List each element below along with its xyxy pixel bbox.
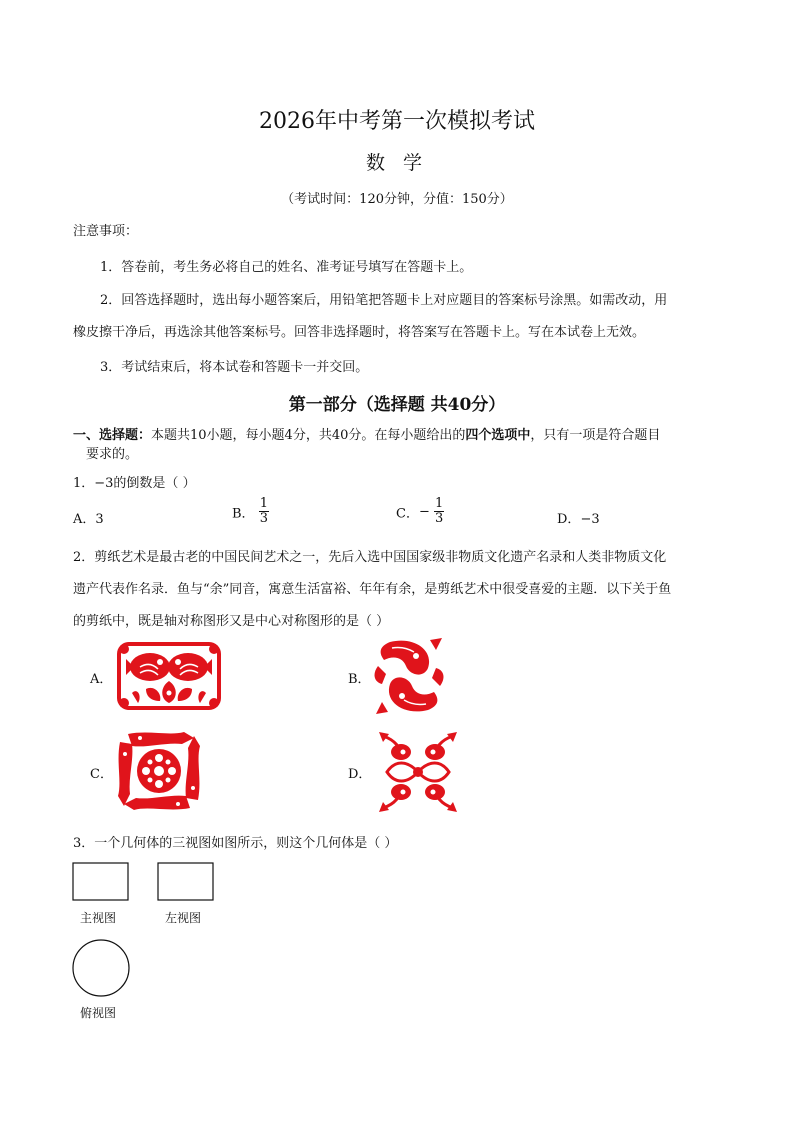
paper-cut-option-c: [114, 728, 204, 814]
paper-cut-option-b: [370, 636, 448, 716]
fraction: [259, 497, 269, 527]
note-item-2-line-2: 橡皮擦干净后，再选涂其他答案标号。回答非选择题时，将答案写在答题卡上。写在本试卷上无效。: [73, 325, 646, 340]
paper-cut-option-a: [116, 641, 222, 711]
question-2-option-c-label: C．: [90, 767, 113, 782]
question-2-option-a-label: A．: [90, 672, 113, 687]
section-instructions-line-1: [73, 424, 660, 443]
option-label: A．: [73, 512, 96, 527]
fraction-denominator: 3: [435, 511, 444, 527]
question-2-line-2: 遗产代表作名录．鱼与“余”同音，寓意生活富裕、年年有余，是剪纸艺术中很受喜爱的主题．以下关于鱼: [73, 582, 672, 597]
option-value: 3: [95, 512, 104, 527]
paper-cut-option-d: [375, 730, 461, 814]
option-label: C．: [396, 506, 419, 522]
question-1-stem: 1．−3的倒数是（ ）: [73, 476, 196, 491]
top-view-label: 俯视图: [80, 1006, 117, 1020]
question-3-stem: 3．一个几何体的三视图如图所示，则这个几何体是（ ）: [73, 836, 398, 851]
front-view-label: 主视图: [80, 911, 117, 925]
question-1-option-b: [232, 497, 269, 527]
fraction: [434, 497, 444, 527]
exam-title: 2026年中考第一次模拟考试: [259, 109, 535, 134]
question-1-option-d: [557, 508, 600, 527]
fraction-numerator: 1: [435, 496, 444, 511]
option-label: B．: [232, 506, 255, 522]
front-view-rectangle: [72, 862, 130, 902]
exam-subject: 数 学: [365, 152, 429, 174]
fraction-numerator: 1: [259, 496, 268, 511]
option-value: −3: [580, 512, 600, 527]
section-text-bold: 四个选项中: [465, 428, 531, 443]
exam-info: （考试时间：120分钟，分值：150分）: [281, 192, 513, 207]
left-view-label: 左视图: [165, 911, 202, 925]
question-1-option-a: [73, 508, 104, 527]
section-text-b: ，只有一项是符合题目: [530, 428, 661, 443]
part-one-title: 第一部分（选择题 共40分）: [288, 395, 506, 415]
note-item-1: 1．答卷前，考生务必将自己的姓名、准考证号填写在答题卡上。: [100, 260, 473, 275]
left-view-rectangle: [157, 862, 215, 902]
question-2-option-d-label: D．: [348, 767, 372, 782]
fraction-denominator: 3: [259, 511, 268, 527]
notes-heading: 注意事项：: [73, 224, 139, 239]
minus-sign: −: [418, 504, 430, 520]
top-view-circle: [71, 939, 131, 999]
note-item-3: 3．考试结束后，将本试卷和答题卡一并交回。: [100, 360, 369, 375]
question-2-line-3: 的剪纸中，既是轴对称图形又是中心对称图形的是（ ）: [73, 614, 390, 629]
question-2-option-b-label: B．: [348, 672, 371, 687]
option-label: D．: [557, 512, 581, 527]
section-instructions-line-2: 要求的。: [86, 447, 139, 462]
note-item-2-line-1: 2．回答选择题时，选出每小题答案后，用铅笔把答题卡上对应题目的答案标号涂黑。如需改动，用: [100, 293, 668, 308]
section-text-a: 本题共10小题，每小题4分，共40分。在每小题给出的: [151, 428, 466, 443]
question-2-line-1: 2．剪纸艺术是最古老的中国民间艺术之一，先后入选中国国家级非物质文化遗产名录和人类非物质文化: [73, 550, 667, 565]
question-1-option-c: [396, 497, 444, 527]
section-label: 一、选择题：: [73, 428, 152, 443]
